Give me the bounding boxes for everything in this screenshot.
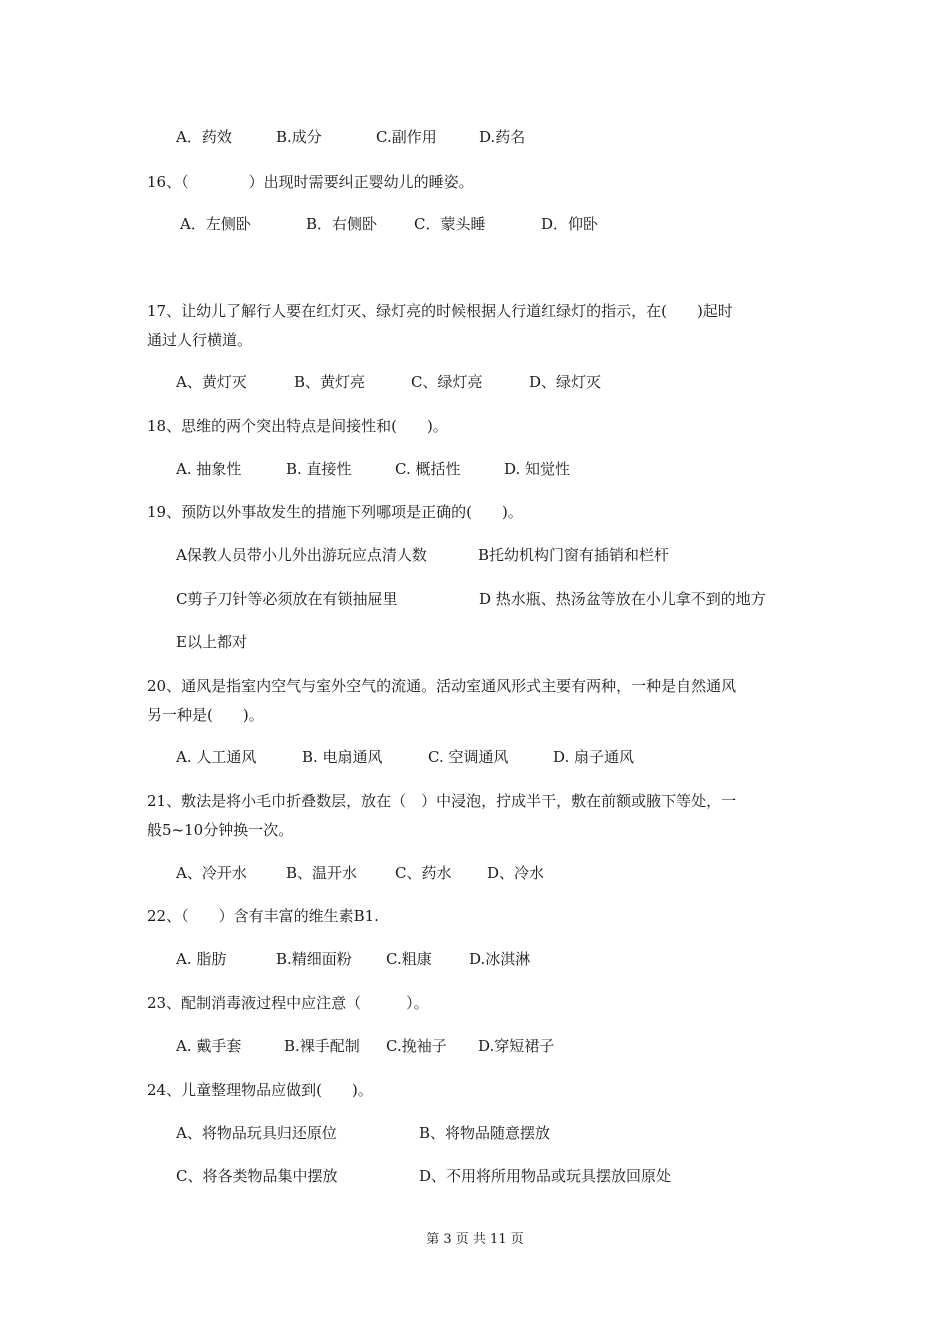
q16-option-d: D．仰卧 xyxy=(541,215,599,233)
q21-stem-line1: 21、敷法是将小毛巾折叠数层，放在（ ）中浸泡，拧成半干，敷在前额或腋下等处，一 xyxy=(147,792,737,810)
q18-option-d: D. 知觉性 xyxy=(504,460,571,478)
q19-option-e: E以上都对 xyxy=(176,633,247,651)
q15-option-a: A．药效 xyxy=(176,128,232,146)
q21-option-d: D、冷水 xyxy=(487,864,545,882)
q16-option-c: C．蒙头睡 xyxy=(414,215,486,233)
q15-option-c: C.副作用 xyxy=(376,128,437,146)
q17-stem-line2: 通过人行横道。 xyxy=(147,331,253,349)
q17-option-d: D、绿灯灭 xyxy=(529,373,602,391)
q21-option-a: A、冷开水 xyxy=(176,864,247,882)
q23-option-c: C.挽袖子 xyxy=(386,1037,447,1055)
q18-stem: 18、思维的两个突出特点是间接性和( )。 xyxy=(147,417,448,435)
q24-option-d: D、不用将所用物品或玩具摆放回原处 xyxy=(419,1167,672,1185)
q22-option-c: C.粗康 xyxy=(386,950,432,968)
q16-stem: 16、（ ）出现时需要纠正婴幼儿的睡姿。 xyxy=(147,173,474,191)
q15-option-d: D.药名 xyxy=(479,128,526,146)
q17-option-b: B、黄灯亮 xyxy=(294,373,366,391)
q19-option-d: D 热水瓶、热汤盆等放在小儿拿不到的地方 xyxy=(479,590,766,608)
q17-option-a: A、黄灯灭 xyxy=(176,373,247,391)
q21-stem-line2: 般5~10分钟换一次。 xyxy=(147,821,294,839)
q22-option-a: A. 脂肪 xyxy=(176,950,227,968)
q24-option-c: C、将各类物品集中摆放 xyxy=(176,1167,338,1185)
q23-option-d: D.穿短裙子 xyxy=(478,1037,555,1055)
q18-option-a: A. 抽象性 xyxy=(176,460,242,478)
q16-option-a: A．左侧卧 xyxy=(180,215,251,233)
q19-stem: 19、预防以外事故发生的措施下列哪项是正确的( )。 xyxy=(147,503,523,521)
q19-option-c: C剪子刀针等必须放在有锁抽屉里 xyxy=(176,590,398,608)
q18-option-b: B. 直接性 xyxy=(286,460,352,478)
q21-option-c: C、药水 xyxy=(395,864,452,882)
q23-option-b: B.裸手配制 xyxy=(284,1037,360,1055)
q22-option-b: B.精细面粉 xyxy=(276,950,352,968)
q20-option-a: A. 人工通风 xyxy=(176,748,257,766)
q20-stem-line1: 20、通风是指室内空气与室外空气的流通。活动室通风形式主要有两种，一种是自然通风 xyxy=(147,677,737,695)
q23-option-a: A. 戴手套 xyxy=(176,1037,242,1055)
q16-option-b: B．右侧卧 xyxy=(306,215,378,233)
q24-option-b: B、将物品随意摆放 xyxy=(419,1124,551,1142)
q20-option-d: D. 扇子通风 xyxy=(553,748,635,766)
q21-option-b: B、温开水 xyxy=(286,864,358,882)
q19-option-a: A保教人员带小儿外出游玩应点清人数 xyxy=(176,546,427,564)
q19-option-b: B托幼机构门窗有插销和栏杆 xyxy=(478,546,670,564)
q15-option-b: B.成分 xyxy=(276,128,322,146)
q17-option-c: C、绿灯亮 xyxy=(411,373,483,391)
q20-option-c: C. 空调通风 xyxy=(428,748,509,766)
q20-option-b: B. 电扇通风 xyxy=(302,748,383,766)
q20-stem-line2: 另一种是( )。 xyxy=(147,706,264,724)
page-number-footer: 第 3 页 共 11 页 xyxy=(426,1232,524,1247)
q22-stem: 22、（ ）含有丰富的维生素B1. xyxy=(147,907,379,925)
q22-option-d: D.冰淇淋 xyxy=(469,950,531,968)
q18-option-c: C. 概括性 xyxy=(395,460,461,478)
q17-stem-line1: 17、让幼儿了解行人要在红灯灭、绿灯亮的时候根据人行道红绿灯的指示，在( )起时 xyxy=(147,302,733,320)
q23-stem: 23、配制消毒液过程中应注意（ ）。 xyxy=(147,994,429,1012)
q24-stem: 24、儿童整理物品应做到( )。 xyxy=(147,1081,373,1099)
q24-option-a: A、将物品玩具归还原位 xyxy=(176,1124,337,1142)
